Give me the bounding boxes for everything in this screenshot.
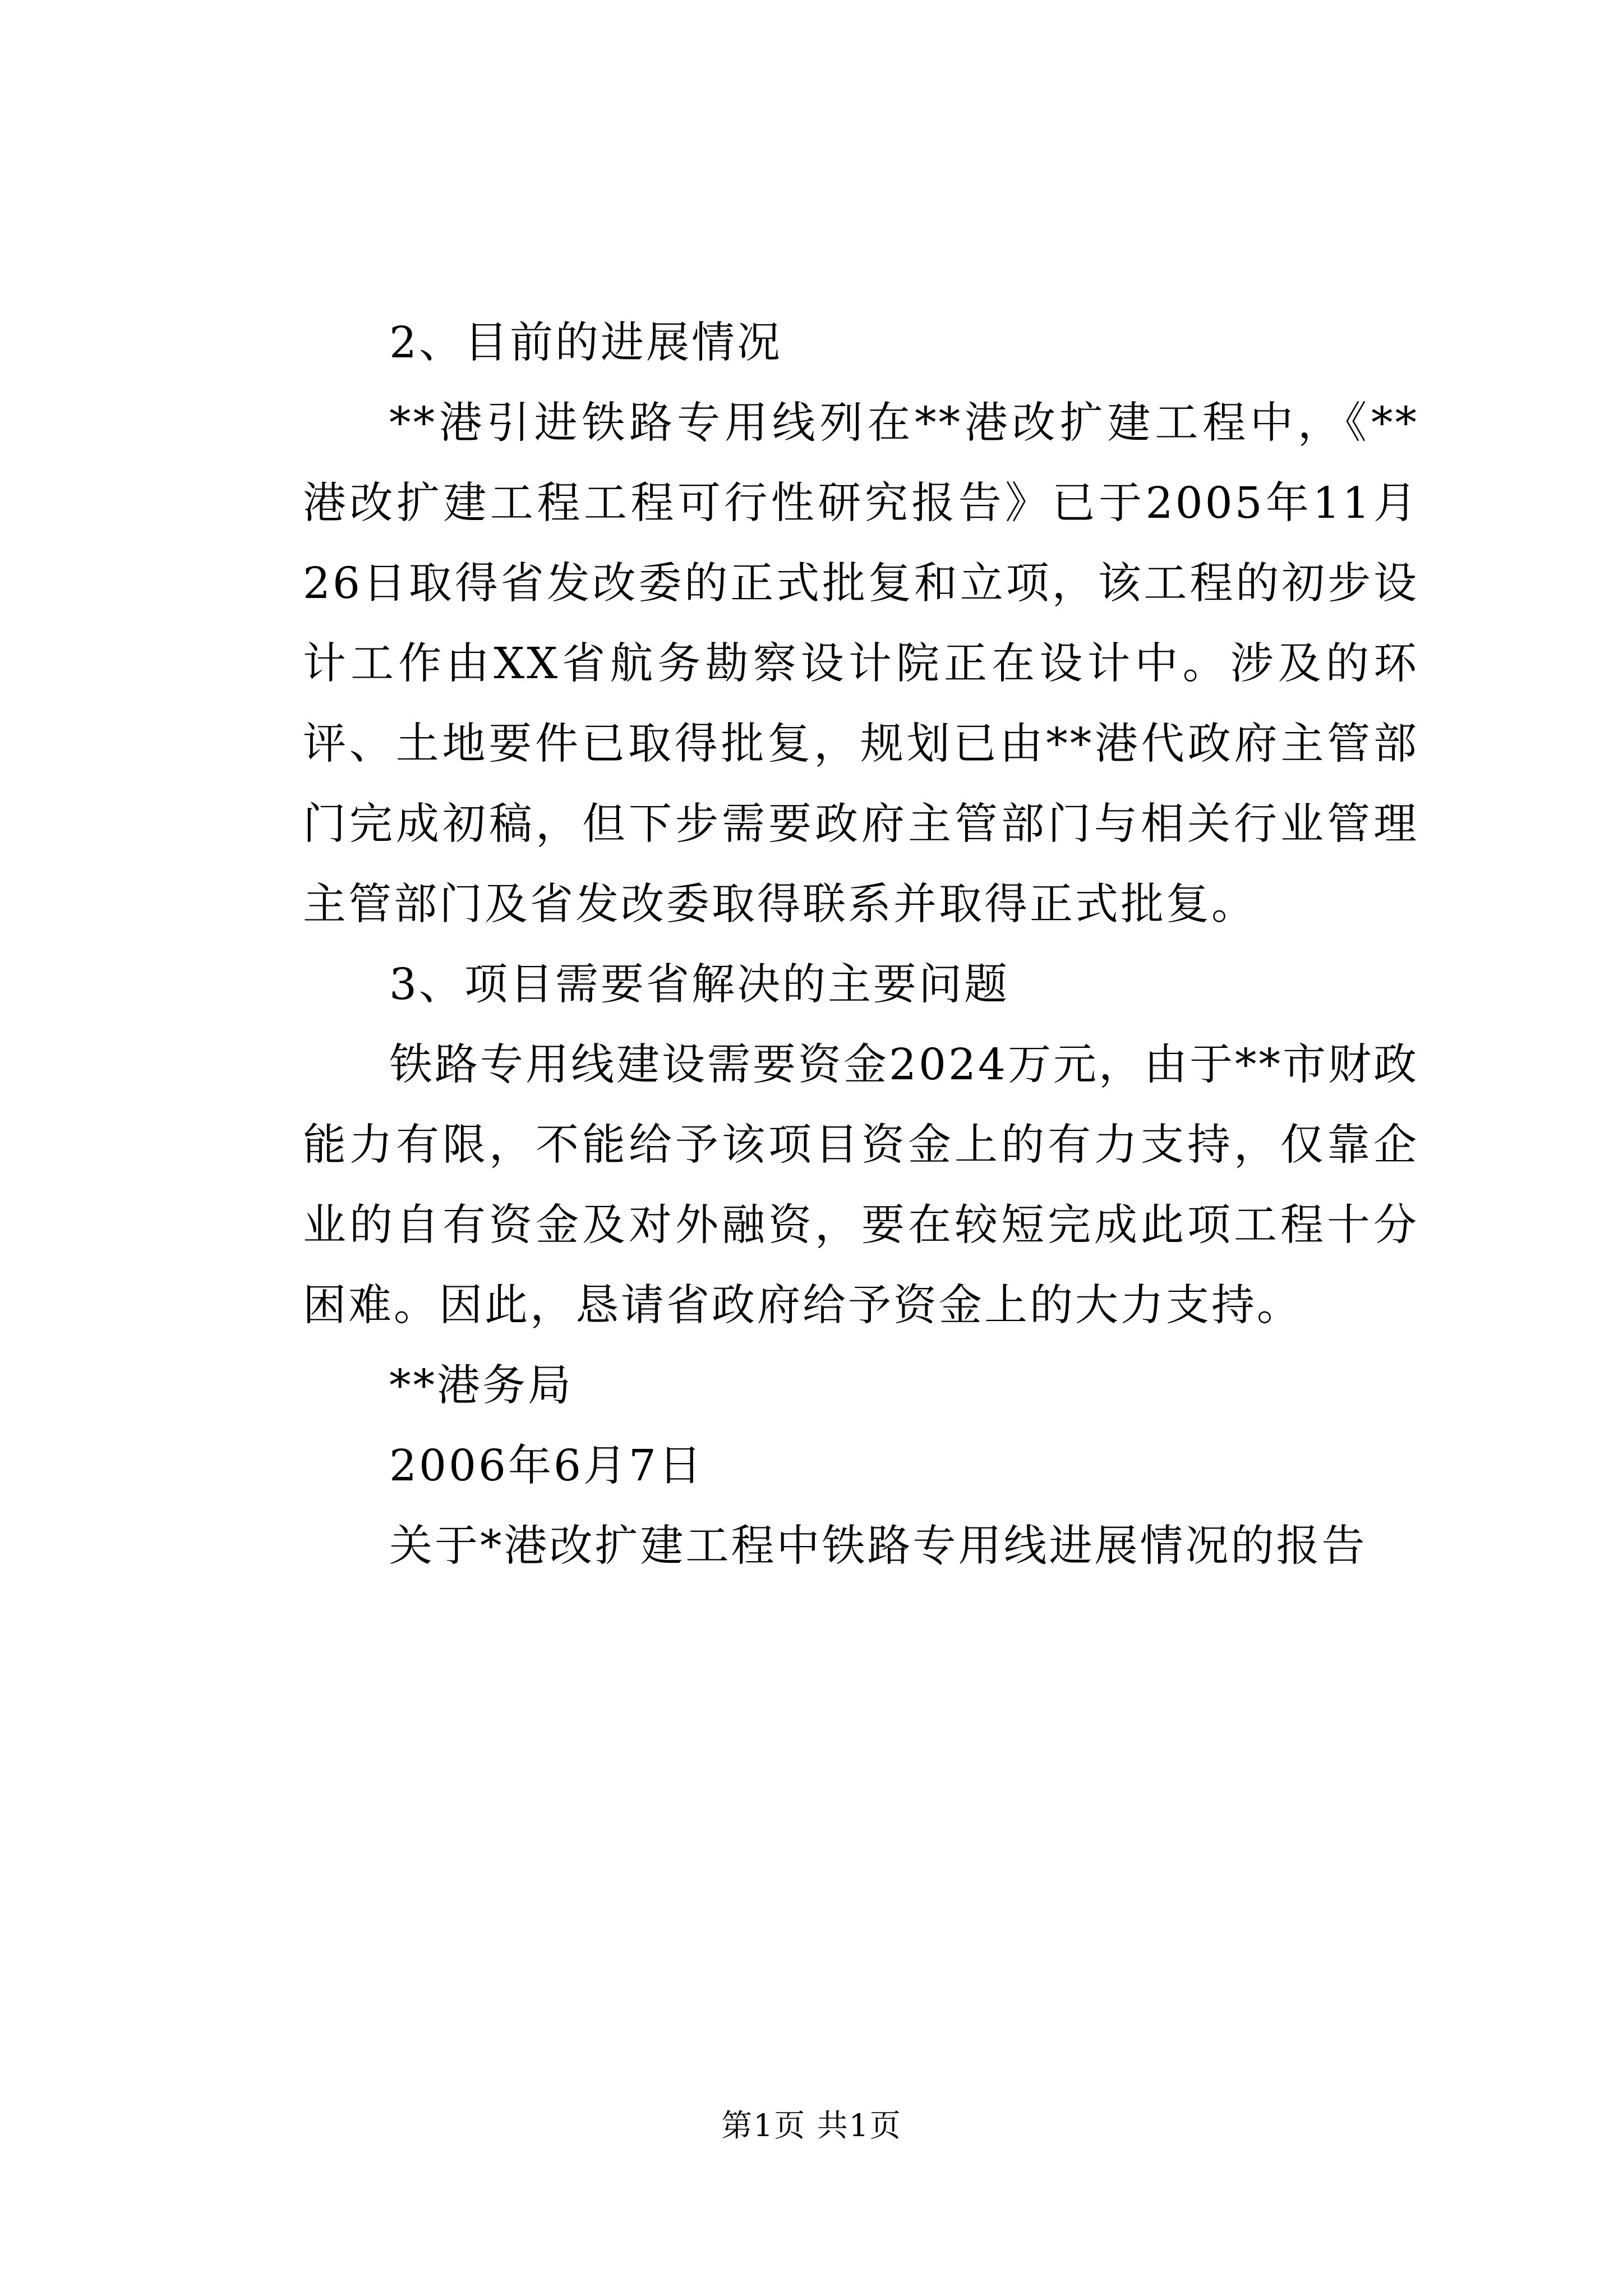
signature-organization: **港务局 — [389, 1361, 573, 1411]
section-heading-issues: 3、项目需要省解决的主要问题 — [389, 960, 1009, 1010]
paragraph-progress: **港引进铁路专用线列在**港改扩建工程中，《**港改扩建工程工程可行性研究报告》已于2005年11月26日取得省发改委的正式批复和立项，该工程的初步设计工作由XX省航务勘察设计院正在设计中。涉及的环评、土地要件已取得批复，规划已由**港代政府主管部门完成初稿，但下步需要政府主管部门与相关行业管理主管部门及省发改委取得联系并取得正式批复。 — [303, 398, 1419, 930]
signature-date: 2006年6月7日 — [389, 1441, 704, 1491]
paragraph-issues: 铁路专用线建设需要资金2024万元，由于**市财政能力有限，不能给予该项目资金上的有力支持，仅靠企业的自有资金及对外融资，要在较短完成此项工程十分困难。因此，恳请省政府给予资金上的大力支持。 — [303, 1040, 1419, 1331]
page-footer: 第1页 共1页 — [721, 2108, 902, 2143]
closing-title: 关于*港改扩建工程中铁路专用线进展情况的报告 — [389, 1521, 1367, 1571]
section-heading-progress: 2、目前的进展情况 — [389, 318, 782, 368]
document-body — [303, 303, 1419, 1586]
